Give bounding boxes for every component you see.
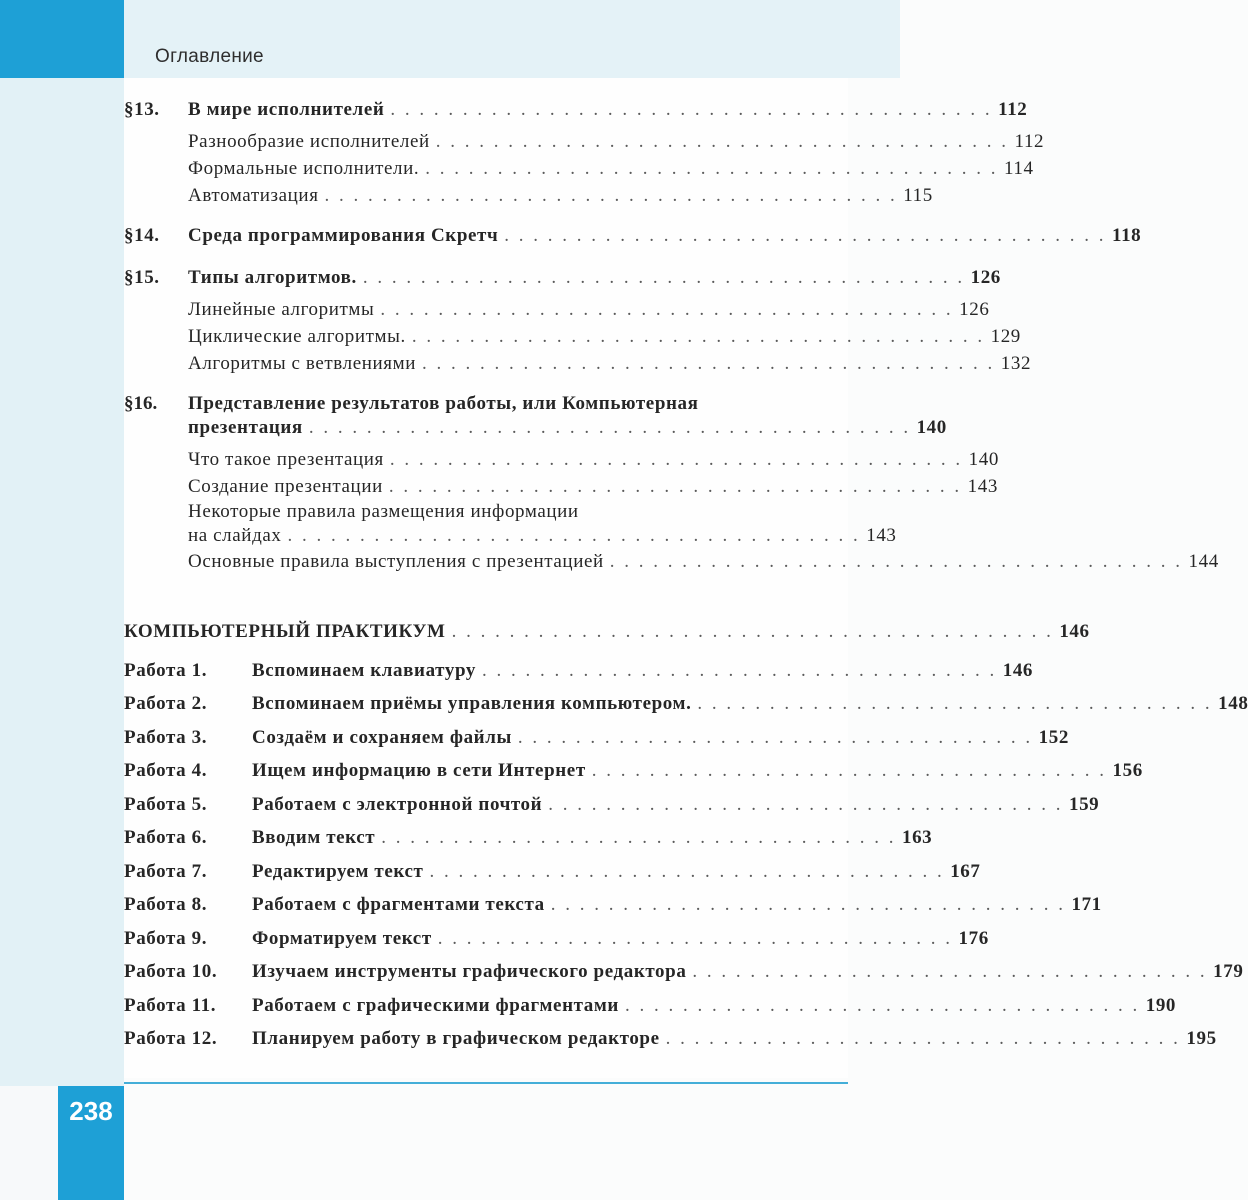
toc-section-13[interactable]: [124, 98, 1028, 122]
section-title: В мире исполнителей: [188, 99, 385, 120]
toc-practicum[interactable]: [124, 620, 1090, 644]
page-number: 132: [1000, 353, 1032, 374]
dot-leader: . . . . . . . . . . . . . . . . . . . . . . . . . . . . . . . . . . . .: [548, 794, 1063, 815]
dot-leader: . . . . . . . . . . . . . . . . . . . . . . . . . . . . . . . . . . . . . . . . . .: [362, 267, 965, 288]
toc-work[interactable]: [124, 659, 1034, 683]
dot-leader: . . . . . . . . . . . . . . . . . . . . . . . . . . . . . . . . . . . . . . . .: [287, 525, 861, 546]
dot-leader: . . . . . . . . . . . . . . . . . . . . . . . . . . . . . . . . . . . .: [437, 928, 953, 949]
work-label: Работа 4.: [124, 760, 208, 781]
toc-item[interactable]: [188, 298, 990, 322]
dot-leader: . . . . . . . . . . . . . . . . . . . . . . . . . . . . . . . . . . . . . . . .: [609, 551, 1183, 572]
section-title-line2: презентация: [188, 417, 303, 438]
work-label: Работа 10.: [124, 961, 218, 982]
dot-leader: . . . . . . . . . . . . . . . . . . . . . . . . . . . . . . . . . . . . . . . .: [380, 299, 954, 320]
dot-leader: . . . . . . . . . . . . . . . . . . . . . . . . . . . . . . . . . . . .: [517, 727, 1033, 748]
page-number: 163: [901, 827, 933, 848]
work-title: Вспоминаем клавиатуру: [252, 660, 476, 681]
page-number: 115: [903, 185, 933, 206]
toc-item[interactable]: [188, 475, 998, 499]
dot-leader: . . . . . . . . . . . . . . . . . . . . . . . . . . . . . . . . . . . . . . . .: [389, 449, 963, 470]
toc-item[interactable]: [188, 325, 1021, 349]
item-title: Что такое презентация: [188, 449, 384, 470]
item-title: Алгоритмы с ветвлениями: [188, 353, 417, 374]
page-number: 176: [958, 928, 989, 949]
work-title: Редактируем текст: [252, 861, 424, 882]
toc-item[interactable]: [188, 550, 1219, 574]
work-title: Создаём и сохраняем файлы: [252, 727, 512, 748]
dot-leader: . . . . . . . . . . . . . . . . . . . . . . . . . . . . . . . . . . . . . . . .: [411, 326, 985, 347]
toc-work[interactable]: [124, 893, 1102, 917]
toc-work[interactable]: [124, 726, 1069, 750]
page-number: 148: [1218, 693, 1248, 714]
work-label: Работа 3.: [124, 727, 208, 748]
item-title: Циклические алгоритмы.: [188, 326, 406, 347]
work-label: Работа 8.: [124, 894, 208, 915]
work-label: Работа 7.: [124, 861, 208, 882]
page-number: 146: [1059, 621, 1090, 642]
dot-leader: . . . . . . . . . . . . . . . . . . . . . . . . . . . . . . . . . . . . . . . .: [422, 353, 995, 374]
item-title: Основные правила выступления с презентацией: [188, 551, 604, 572]
section-title-line1[interactable]: Представление результатов работы, или Компьютерная: [188, 393, 699, 414]
dot-leader: . . . . . . . . . . . . . . . . . . . . . . . . . . . . . . . . . . . . . . . . . .: [451, 621, 1054, 642]
page-number: 156: [1112, 760, 1143, 781]
dot-leader: . . . . . . . . . . . . . . . . . . . . . . . . . . . . . . . . . . . .: [697, 693, 1213, 714]
toc-item[interactable]: [188, 130, 1045, 154]
dot-leader: . . . . . . . . . . . . . . . . . . . . . . . . . . . . . . . . . . . . . . . . . .: [308, 417, 911, 438]
toc-section-16[interactable]: [188, 416, 947, 440]
dot-leader: . . . . . . . . . . . . . . . . . . . . . . . . . . . . . . . . . . . . . . . .: [388, 476, 962, 497]
work-label: Работа 5.: [124, 794, 208, 815]
section-title: Типы алгоритмов.: [188, 267, 357, 288]
toc-item[interactable]: [188, 184, 933, 208]
practicum-title: КОМПЬЮТЕРНЫЙ ПРАКТИКУМ: [124, 621, 446, 642]
dot-leader: . . . . . . . . . . . . . . . . . . . . . . . . . . . . . . . . . . . .: [624, 995, 1140, 1016]
toc-section-15[interactable]: [124, 266, 1001, 290]
toc-work[interactable]: [124, 1027, 1217, 1051]
toc-work[interactable]: [124, 692, 1248, 716]
dot-leader: . . . . . . . . . . . . . . . . . . . . . . . . . . . . . . . . . . . .: [692, 961, 1208, 982]
page-number: 140: [968, 449, 999, 470]
work-title: Работаем с фрагментами текста: [252, 894, 545, 915]
dot-leader: . . . . . . . . . . . . . . . . . . . . . . . . . . . . . . . . . . . .: [665, 1028, 1181, 1049]
dot-leader: . . . . . . . . . . . . . . . . . . . . . . . . . . . . . . . . . . . . . . . . . .: [504, 225, 1107, 246]
section-number: §16.: [124, 393, 158, 414]
item-title: Автоматизация: [188, 185, 319, 206]
page-number: 112: [998, 99, 1028, 120]
toc-item[interactable]: [188, 448, 999, 472]
footer-rule: [124, 1082, 848, 1084]
work-title: Вспоминаем приёмы управления компьютером.: [252, 693, 692, 714]
page-number: 114: [1004, 158, 1034, 179]
dot-leader: . . . . . . . . . . . . . . . . . . . . . . . . . . . . . . . . . . . . . . . .: [435, 131, 1009, 152]
toc-work[interactable]: [124, 960, 1244, 984]
page-number: 152: [1038, 727, 1069, 748]
toc-item[interactable]: [188, 352, 1032, 376]
page-number: 146: [1002, 660, 1034, 681]
item-title: Создание презентации: [188, 476, 383, 497]
work-title: Работаем с электронной почтой: [252, 794, 543, 815]
toc-work[interactable]: [124, 793, 1100, 817]
item-title: Линейные алгоритмы: [188, 299, 375, 320]
dot-leader: . . . . . . . . . . . . . . . . . . . . . . . . . . . . . . . . . . . .: [429, 861, 945, 882]
page-title: Оглавление: [155, 46, 264, 67]
page-number-footer: 238: [69, 1096, 113, 1126]
page-number: 179: [1213, 961, 1244, 982]
work-label: Работа 12.: [124, 1028, 218, 1049]
toc-section-14[interactable]: [124, 224, 1142, 248]
dot-leader: . . . . . . . . . . . . . . . . . . . . . . . . . . . . . . . . . . . .: [381, 827, 896, 848]
dot-leader: . . . . . . . . . . . . . . . . . . . . . . . . . . . . . . . . . . . .: [550, 894, 1066, 915]
page-number: 129: [990, 326, 1021, 347]
work-label: Работа 6.: [124, 827, 208, 848]
page-number: 171: [1071, 894, 1102, 915]
work-label: Работа 9.: [124, 928, 208, 949]
work-title: Изучаем инструменты графического редактора: [252, 961, 687, 982]
item-title: Разнообразие исполнителей: [188, 131, 430, 152]
work-label: Работа 2.: [124, 693, 208, 714]
work-label: Работа 1.: [124, 660, 208, 681]
toc-item[interactable]: [188, 524, 897, 548]
page-number: 143: [967, 476, 998, 497]
item-title-line2: на слайдах: [188, 525, 282, 546]
page-number: 112: [1014, 131, 1045, 152]
dot-leader: . . . . . . . . . . . . . . . . . . . . . . . . . . . . . . . . . . . . . . . .: [425, 158, 999, 179]
page-number: 159: [1068, 794, 1100, 815]
work-title: Планируем работу в графическом редакторе: [252, 1028, 660, 1049]
work-title: Форматируем текст: [252, 928, 432, 949]
work-title: Вводим текст: [252, 827, 376, 848]
dot-leader: . . . . . . . . . . . . . . . . . . . . . . . . . . . . . . . . . . . .: [481, 660, 997, 681]
section-number: §15.: [124, 267, 160, 288]
page-number: 140: [916, 417, 947, 438]
toc-work[interactable]: [124, 860, 981, 884]
section-title: Среда программирования Скретч: [188, 225, 499, 246]
dot-leader: . . . . . . . . . . . . . . . . . . . . . . . . . . . . . . . . . . . .: [591, 760, 1107, 781]
dot-leader: . . . . . . . . . . . . . . . . . . . . . . . . . . . . . . . . . . . . . . . .: [324, 185, 898, 206]
toc-work[interactable]: [124, 994, 1177, 1018]
page-number: 144: [1188, 551, 1219, 572]
footer-margin: [0, 1086, 58, 1200]
section-number: §13.: [124, 99, 160, 120]
page-number: 143: [866, 525, 897, 546]
page-number: 126: [970, 267, 1001, 288]
header-accent-block: [0, 0, 124, 78]
section-number: §14.: [124, 225, 160, 246]
toc-item[interactable]: [188, 157, 1034, 181]
page-number: 126: [959, 299, 990, 320]
left-margin-band: [0, 0, 124, 1200]
work-title: Работаем с графическими фрагментами: [252, 995, 619, 1016]
page-number: 190: [1145, 995, 1177, 1016]
page-number: 195: [1186, 1028, 1217, 1049]
toc-work[interactable]: [124, 759, 1143, 783]
toc-work[interactable]: [124, 927, 989, 951]
work-title: Ищем информацию в сети Интернет: [252, 760, 586, 781]
page-number: 118: [1112, 225, 1142, 246]
item-title: Формальные исполнители.: [188, 158, 420, 179]
dot-leader: . . . . . . . . . . . . . . . . . . . . . . . . . . . . . . . . . . . . . . . . . .: [390, 99, 993, 120]
work-label: Работа 11.: [124, 995, 217, 1016]
item-title-line1[interactable]: Некоторые правила размещения информации: [188, 501, 579, 522]
page-number: 167: [950, 861, 981, 882]
toc-work[interactable]: [124, 826, 933, 850]
